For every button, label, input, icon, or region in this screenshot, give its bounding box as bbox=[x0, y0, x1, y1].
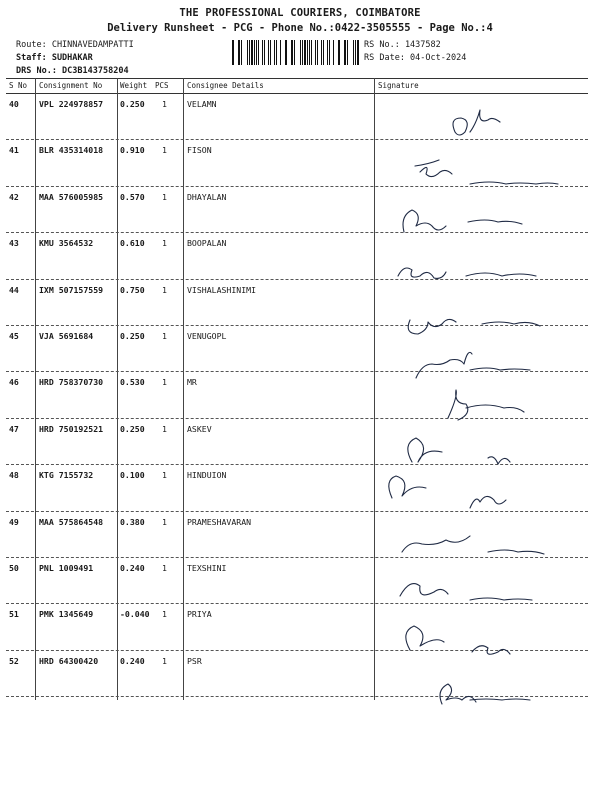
barcode-bar bbox=[268, 40, 269, 65]
barcode-bar bbox=[270, 40, 271, 65]
cell-weight: 0.750 bbox=[120, 284, 145, 295]
table-row bbox=[6, 557, 588, 603]
table-row bbox=[6, 93, 588, 139]
barcode-bar bbox=[304, 40, 306, 65]
cell-pcs: 1 bbox=[162, 655, 167, 666]
barcode-bar bbox=[302, 40, 303, 65]
barcode-bar bbox=[294, 40, 295, 65]
barcode-bar bbox=[353, 40, 354, 65]
cell-consignment: HRD 758370730 bbox=[39, 377, 104, 388]
cell-pcs: 1 bbox=[162, 99, 167, 109]
cell-weight: 0.250 bbox=[120, 99, 145, 109]
runsheet-title: Delivery Runsheet - PCG - Phone No.:0422-3505555 - Page No.:4 bbox=[107, 22, 493, 34]
barcode-bar bbox=[347, 40, 348, 65]
cell-weight: -0.040 bbox=[120, 609, 150, 620]
cell-sno: 46 bbox=[9, 377, 19, 388]
barcode-bar bbox=[247, 40, 248, 65]
cell-consignment: MAA 576005985 bbox=[39, 191, 104, 202]
drs-number: DRS No.: DC3B143758204 bbox=[16, 66, 129, 76]
cell-sno: 40 bbox=[9, 99, 19, 109]
cell-consignment: MAA 575864548 bbox=[39, 516, 104, 527]
cell-consignee: MR bbox=[187, 377, 197, 388]
cell-consignee: PRIYA bbox=[187, 609, 212, 620]
rs-number: RS No.: 1437582 bbox=[364, 40, 441, 50]
cell-pcs: 1 bbox=[162, 284, 167, 295]
cell-pcs: 1 bbox=[162, 331, 167, 341]
barcode-bar bbox=[357, 40, 359, 65]
cell-weight: 0.610 bbox=[120, 238, 145, 249]
cell-sno: 42 bbox=[9, 191, 19, 202]
cell-weight: 0.380 bbox=[120, 516, 145, 527]
cell-consignee: TEXSHINI bbox=[187, 563, 227, 573]
barcode-bar bbox=[251, 40, 253, 65]
cell-sno: 44 bbox=[9, 284, 19, 295]
barcode-bar bbox=[249, 40, 250, 65]
barcode-bar bbox=[338, 40, 340, 65]
barcode-bar bbox=[300, 40, 301, 65]
company-title: THE PROFESSIONAL COURIERS, COIMBATORE bbox=[179, 7, 421, 19]
cell-consignee: BOOPALAN bbox=[187, 238, 227, 249]
barcode-bar bbox=[344, 40, 346, 65]
barcode-bar bbox=[317, 40, 318, 65]
table-row bbox=[6, 325, 588, 371]
cell-weight: 0.100 bbox=[120, 470, 145, 481]
cell-consignment: HRD 750192521 bbox=[39, 423, 104, 434]
barcode-bar bbox=[232, 40, 234, 65]
cell-sno: 50 bbox=[9, 563, 19, 573]
cell-sno: 43 bbox=[9, 238, 19, 249]
cell-consignment: KTG 7155732 bbox=[39, 470, 94, 481]
cell-pcs: 1 bbox=[162, 609, 167, 620]
cell-weight: 0.240 bbox=[120, 563, 145, 573]
header-consignee: Consignee Details bbox=[187, 81, 264, 90]
runsheet-table bbox=[6, 78, 588, 700]
cell-consignee: PRAMESHAVARAN bbox=[187, 516, 252, 527]
cell-consignment: BLR 435314018 bbox=[39, 145, 104, 156]
barcode-bar bbox=[238, 40, 240, 65]
barcode-bar bbox=[329, 40, 330, 65]
barcode-bar bbox=[323, 40, 324, 65]
cell-sno: 41 bbox=[9, 145, 19, 156]
barcode-image bbox=[228, 40, 362, 65]
header-pcs: PCS bbox=[155, 81, 169, 90]
cell-consignment: PNL 1009491 bbox=[39, 563, 94, 573]
barcode-bar bbox=[315, 40, 316, 65]
table-row bbox=[6, 650, 588, 696]
cell-consignment: PMK 1345649 bbox=[39, 609, 94, 620]
cell-pcs: 1 bbox=[162, 563, 167, 573]
cell-weight: 0.250 bbox=[120, 423, 145, 434]
barcode-bar bbox=[258, 40, 259, 65]
barcode-bar bbox=[276, 40, 277, 65]
cell-consignment: IXM 507157559 bbox=[39, 284, 104, 295]
barcode-bar bbox=[285, 40, 287, 65]
cell-sno: 45 bbox=[9, 331, 19, 341]
row-divider bbox=[6, 696, 588, 697]
cell-weight: 0.530 bbox=[120, 377, 145, 388]
barcode-bar bbox=[280, 40, 281, 65]
cell-pcs: 1 bbox=[162, 470, 167, 481]
cell-consignee: VENUGOPL bbox=[187, 331, 227, 341]
barcode-bar bbox=[291, 40, 293, 65]
table-row bbox=[6, 603, 588, 649]
cell-weight: 0.910 bbox=[120, 145, 145, 156]
barcode-bar bbox=[241, 40, 242, 65]
barcode-bar bbox=[262, 40, 263, 65]
cell-consignee: DHAYALAN bbox=[187, 191, 227, 202]
cell-consignee: ASKEV bbox=[187, 423, 212, 434]
route-label: Route: CHINNAVEDAMPATTI bbox=[16, 40, 134, 50]
cell-sno: 51 bbox=[9, 609, 19, 620]
table-row bbox=[6, 279, 588, 325]
cell-pcs: 1 bbox=[162, 191, 167, 202]
table-row bbox=[6, 371, 588, 417]
table-row bbox=[6, 511, 588, 557]
cell-sno: 49 bbox=[9, 516, 19, 527]
header-consignment: Consignment No bbox=[39, 81, 103, 90]
header-sno: S No bbox=[9, 81, 28, 90]
table-row bbox=[6, 186, 588, 232]
barcode-bar bbox=[355, 40, 356, 65]
cell-sno: 52 bbox=[9, 655, 19, 666]
cell-consignment: VJA 5691684 bbox=[39, 331, 94, 341]
barcode-bar bbox=[333, 40, 334, 65]
cell-consignee: FISON bbox=[187, 145, 212, 156]
cell-consignee: HINDUION bbox=[187, 470, 227, 481]
barcode-bar bbox=[256, 40, 257, 65]
cell-consignment: HRD 64300420 bbox=[39, 655, 99, 666]
cell-consignee: VISHALASHINIMI bbox=[187, 284, 257, 295]
table-row bbox=[6, 232, 588, 278]
header-signature: Signature bbox=[378, 81, 419, 90]
cell-sno: 47 bbox=[9, 423, 19, 434]
cell-pcs: 1 bbox=[162, 377, 167, 388]
cell-weight: 0.570 bbox=[120, 191, 145, 202]
cell-pcs: 1 bbox=[162, 238, 167, 249]
cell-pcs: 1 bbox=[162, 145, 167, 156]
barcode-bar bbox=[264, 40, 265, 65]
barcode-bar bbox=[321, 40, 322, 65]
cell-consignee: VELAMN bbox=[187, 99, 217, 109]
cell-weight: 0.250 bbox=[120, 331, 145, 341]
barcode-bar bbox=[311, 40, 312, 65]
barcode-bar bbox=[254, 40, 255, 65]
barcode-bar bbox=[327, 40, 328, 65]
table-top-border bbox=[6, 78, 588, 79]
cell-weight: 0.240 bbox=[120, 655, 145, 666]
header-weight: Weight bbox=[120, 81, 148, 90]
barcode-bar bbox=[274, 40, 275, 65]
table-row bbox=[6, 139, 588, 185]
cell-consignment: KMU 3564532 bbox=[39, 238, 94, 249]
cell-sno: 48 bbox=[9, 470, 19, 481]
staff-label: Staff: SUDHAKAR bbox=[16, 53, 93, 63]
cell-pcs: 1 bbox=[162, 516, 167, 527]
barcode-bar bbox=[307, 40, 308, 65]
cell-pcs: 1 bbox=[162, 423, 167, 434]
cell-consignee: PSR bbox=[187, 655, 202, 666]
rs-date: RS Date: 04-Oct-2024 bbox=[364, 53, 467, 63]
table-row bbox=[6, 464, 588, 510]
table-row bbox=[6, 418, 588, 464]
cell-consignment: VPL 224978857 bbox=[39, 99, 104, 109]
barcode-bar bbox=[309, 40, 310, 65]
